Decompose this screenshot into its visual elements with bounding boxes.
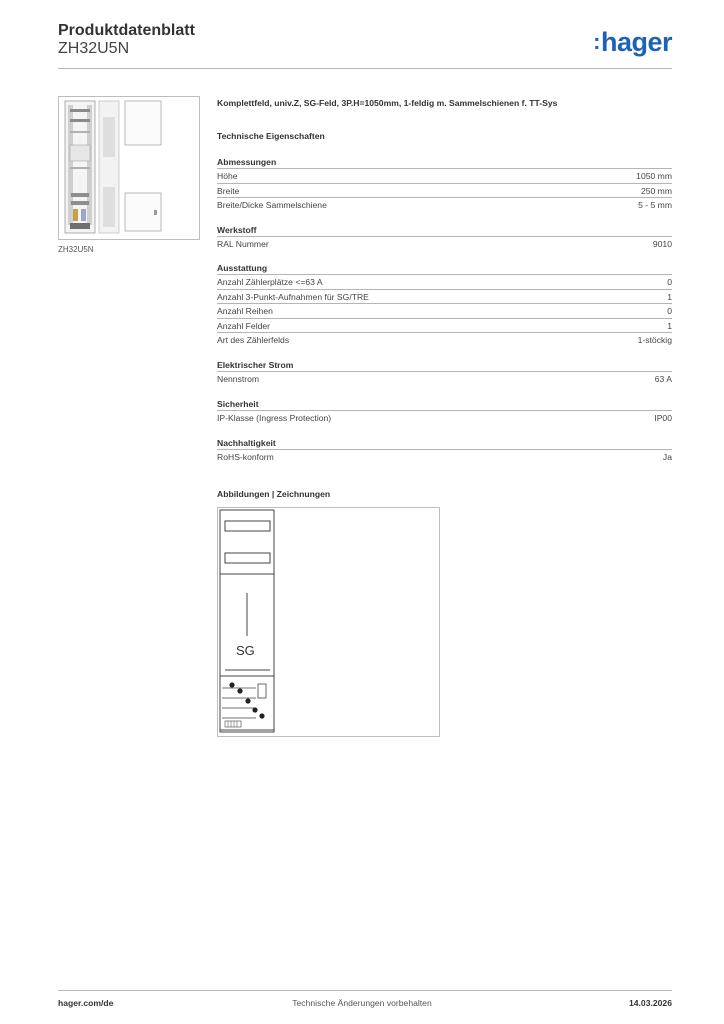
hager-logo — [593, 27, 672, 58]
section-title: Ausstattung — [217, 263, 268, 273]
product-photo — [58, 96, 200, 240]
property-value: 1 — [667, 291, 672, 302]
property-value: 9010 — [652, 239, 672, 249]
property-row — [217, 236, 672, 250]
property-row — [217, 183, 672, 197]
property-value: 0 — [667, 277, 672, 287]
property-label: Breite — [217, 185, 240, 196]
footer-date: 14.03.2026 — [628, 998, 672, 1008]
property-value: Ja — [662, 452, 672, 462]
document-title: Produktdatenblatt — [58, 22, 195, 39]
section-title: Nachhaltigkeit — [217, 438, 276, 448]
property-label: Anzahl Zählerplätze <=63 A — [217, 277, 323, 287]
drawings-heading: Abbildungen | Zeichnungen — [217, 489, 331, 499]
technical-drawing — [217, 507, 440, 737]
property-value: 1-stöckig — [637, 335, 672, 345]
section-title: Sicherheit — [217, 399, 259, 409]
property-row — [217, 168, 672, 182]
product-description: Komplettfeld, univ.Z, SG-Feld, 3P.H=1050mm, 1-feldig m. Sammelschienen f. TT-Sys — [217, 98, 558, 108]
property-label: Art des Zählerfelds — [217, 335, 290, 345]
logo-dots-icon: : — [593, 29, 600, 54]
property-value: 250 mm — [640, 185, 672, 196]
property-label: RoHS-konform — [217, 452, 274, 462]
photo-caption: ZH32U5N — [58, 245, 94, 254]
drawing-sg-label: SG — [236, 643, 255, 658]
property-row — [217, 197, 672, 211]
property-value: IP00 — [654, 413, 672, 423]
property-row — [217, 410, 672, 424]
property-value: 5 - 5 mm — [638, 200, 672, 210]
footer-website-link[interactable]: hager.com/de — [58, 998, 114, 1008]
property-label: Nennstrom — [217, 374, 260, 384]
property-value: 63 A — [654, 374, 672, 384]
property-label: IP-Klasse (Ingress Protection) — [217, 413, 332, 423]
property-value: 1 — [667, 320, 672, 331]
section-title: Elektrischer Strom — [217, 360, 294, 370]
property-label: Anzahl Felder — [217, 320, 271, 331]
property-row — [217, 303, 672, 317]
footer-notice: Technische Änderungen vorbehalten — [292, 998, 432, 1008]
technical-properties-heading: Technische Eigenschaften — [217, 131, 325, 141]
logo-text: hager — [600, 27, 672, 57]
section-title: Abmessungen — [217, 157, 277, 167]
property-value: 0 — [667, 306, 672, 316]
property-label: Anzahl Reihen — [217, 306, 273, 316]
property-row — [217, 289, 672, 303]
footer-divider — [58, 990, 672, 991]
product-code: ZH32U5N — [58, 40, 130, 57]
property-row — [217, 371, 672, 385]
property-value: 1050 mm — [636, 171, 672, 181]
property-label: RAL Nummer — [217, 239, 269, 249]
property-row — [217, 318, 672, 332]
section-title: Werkstoff — [217, 225, 257, 235]
property-row — [217, 449, 672, 463]
property-row — [217, 332, 672, 346]
header-divider — [58, 68, 672, 69]
product-photo-illustration — [59, 97, 199, 239]
property-row — [217, 274, 672, 288]
property-label: Breite/Dicke Sammelschiene — [217, 200, 327, 210]
property-label: Anzahl 3-Punkt-Aufnahmen für SG/TRE — [217, 291, 369, 302]
enclosure-drawing — [218, 508, 439, 736]
property-label: Höhe — [217, 171, 238, 181]
